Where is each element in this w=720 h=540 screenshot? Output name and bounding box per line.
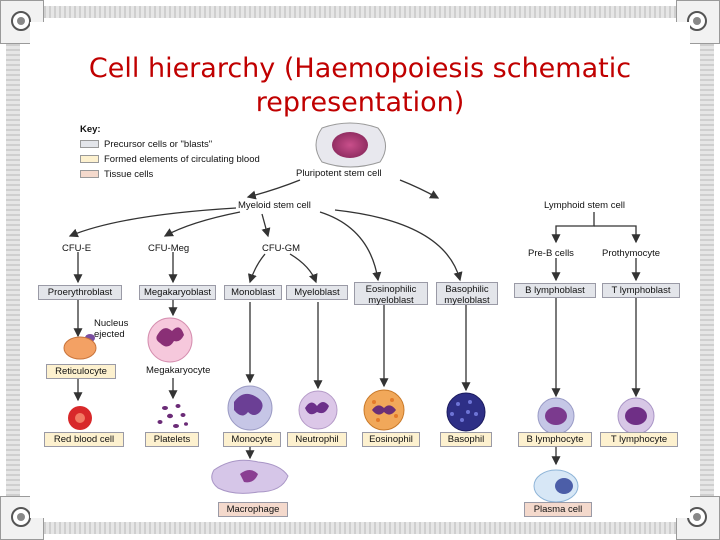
key-label-tissue-cells: Tissue cells (104, 169, 154, 180)
monocyte-drawing (228, 386, 272, 430)
key-label-formed-elements: Formed elements of circulating blood (104, 154, 260, 165)
macrophage-box: Macrophage (218, 502, 288, 517)
arrow-lymphoid-to-pre-b (556, 212, 594, 242)
t-lymphoblast-box: T lymphoblast (602, 283, 680, 298)
prothymocyte-label: Prothymocyte (602, 248, 661, 259)
red-blood-cell-box: Red blood cell (44, 432, 124, 447)
arrow-cfu-gm-to-myeloblast (290, 254, 316, 282)
megakaryocyte-drawing (148, 318, 192, 362)
pre-b-cells-label: Pre-B cells (528, 248, 574, 259)
platelets-box: Platelets (145, 432, 199, 447)
monocyte-box: Monocyte (223, 432, 281, 447)
arrow-myeloid-to-cfu-gm (262, 214, 268, 236)
cfu-meg-label: CFU-Meg (148, 243, 190, 254)
b-lymphocyte-drawing (538, 398, 574, 434)
key-swatch-formed-elements (80, 155, 99, 163)
nucleus-ejected-line-2: ejected (94, 329, 125, 340)
eosinophilic-myeloblast-line-1: Eosinophilic (365, 284, 417, 295)
eosinophilic-myeloblast-line-2: myeloblast (368, 295, 414, 306)
neutrophil-box: Neutrophil (287, 432, 347, 447)
arrow-pluripotent-to-myeloid (248, 180, 300, 197)
myeloid-stem-cell-label: Myeloid stem cell (238, 200, 311, 211)
b-lymphoblast-box: B lymphoblast (514, 283, 596, 298)
arrow-lymphoid-to-prothymocyte (594, 226, 636, 242)
arrow-myeloid-to-cfu-e (70, 208, 236, 236)
eosinophil-box: Eosinophil (362, 432, 420, 447)
b-lymphocyte-box: B lymphocyte (518, 432, 592, 447)
plasma-cell-box: Plasma cell (524, 502, 592, 517)
macrophage-drawing (212, 460, 288, 493)
nucleus-ejected-line-1: Nucleus (94, 318, 129, 329)
reticulocyte-drawing (64, 337, 96, 359)
eosinophilic-myeloblast-box (354, 282, 428, 305)
t-lymphocyte-box: T lymphocyte (600, 432, 678, 447)
cfu-gm-label: CFU-GM (262, 243, 300, 254)
monoblast-box: Monoblast (224, 285, 282, 300)
proerythroblast-box: Proerythroblast (38, 285, 122, 300)
slide-title-line-2: representation) (255, 87, 465, 118)
key-swatch-tissue-cells (80, 170, 99, 178)
platelets-drawing (158, 404, 189, 428)
arrow-myeloid-to-cfu-meg (165, 212, 240, 236)
megakaryocyte-label: Megakaryocyte (146, 365, 211, 376)
neutrophil-drawing (299, 391, 337, 429)
arrow-pluripotent-to-lymphoid (400, 180, 438, 198)
pluripotent-stem-cell-label: Pluripotent stem cell (296, 168, 382, 179)
key-heading: Key: (80, 124, 101, 135)
red-blood-cell-drawing (68, 406, 92, 430)
arrow-cfu-gm-to-monoblast (250, 254, 265, 282)
arrow-myeloid-to-eosinophilic (320, 212, 378, 280)
slide-title-line-1: Cell hierarchy (Haemopoiesis schematic (88, 53, 632, 84)
reticulocyte-box: Reticulocyte (46, 364, 116, 379)
eosinophil-drawing (364, 390, 404, 430)
cfu-e-label: CFU-E (62, 243, 92, 254)
lymphoid-stem-cell-label: Lymphoid stem cell (544, 200, 625, 211)
t-lymphocyte-drawing (618, 398, 654, 434)
nucleus-ejected-label (94, 318, 128, 340)
key-swatch-precursor (80, 140, 99, 148)
key-label-precursor: Precursor cells or "blasts" (104, 139, 213, 150)
myeloblast-box: Myeloblast (286, 285, 348, 300)
pluripotent-stem-cell-drawing (316, 123, 386, 167)
plasma-cell-drawing (534, 470, 578, 502)
basophilic-myeloblast-box (436, 282, 498, 305)
basophil-drawing (447, 393, 485, 431)
arrow-myeloid-to-basophilic (335, 210, 460, 280)
megakaryoblast-box: Megakaryoblast (139, 285, 216, 300)
basophilic-myeloblast-line-2: myeloblast (444, 295, 490, 306)
basophil-box: Basophil (440, 432, 492, 447)
basophilic-myeloblast-line-1: Basophilic (445, 284, 489, 295)
